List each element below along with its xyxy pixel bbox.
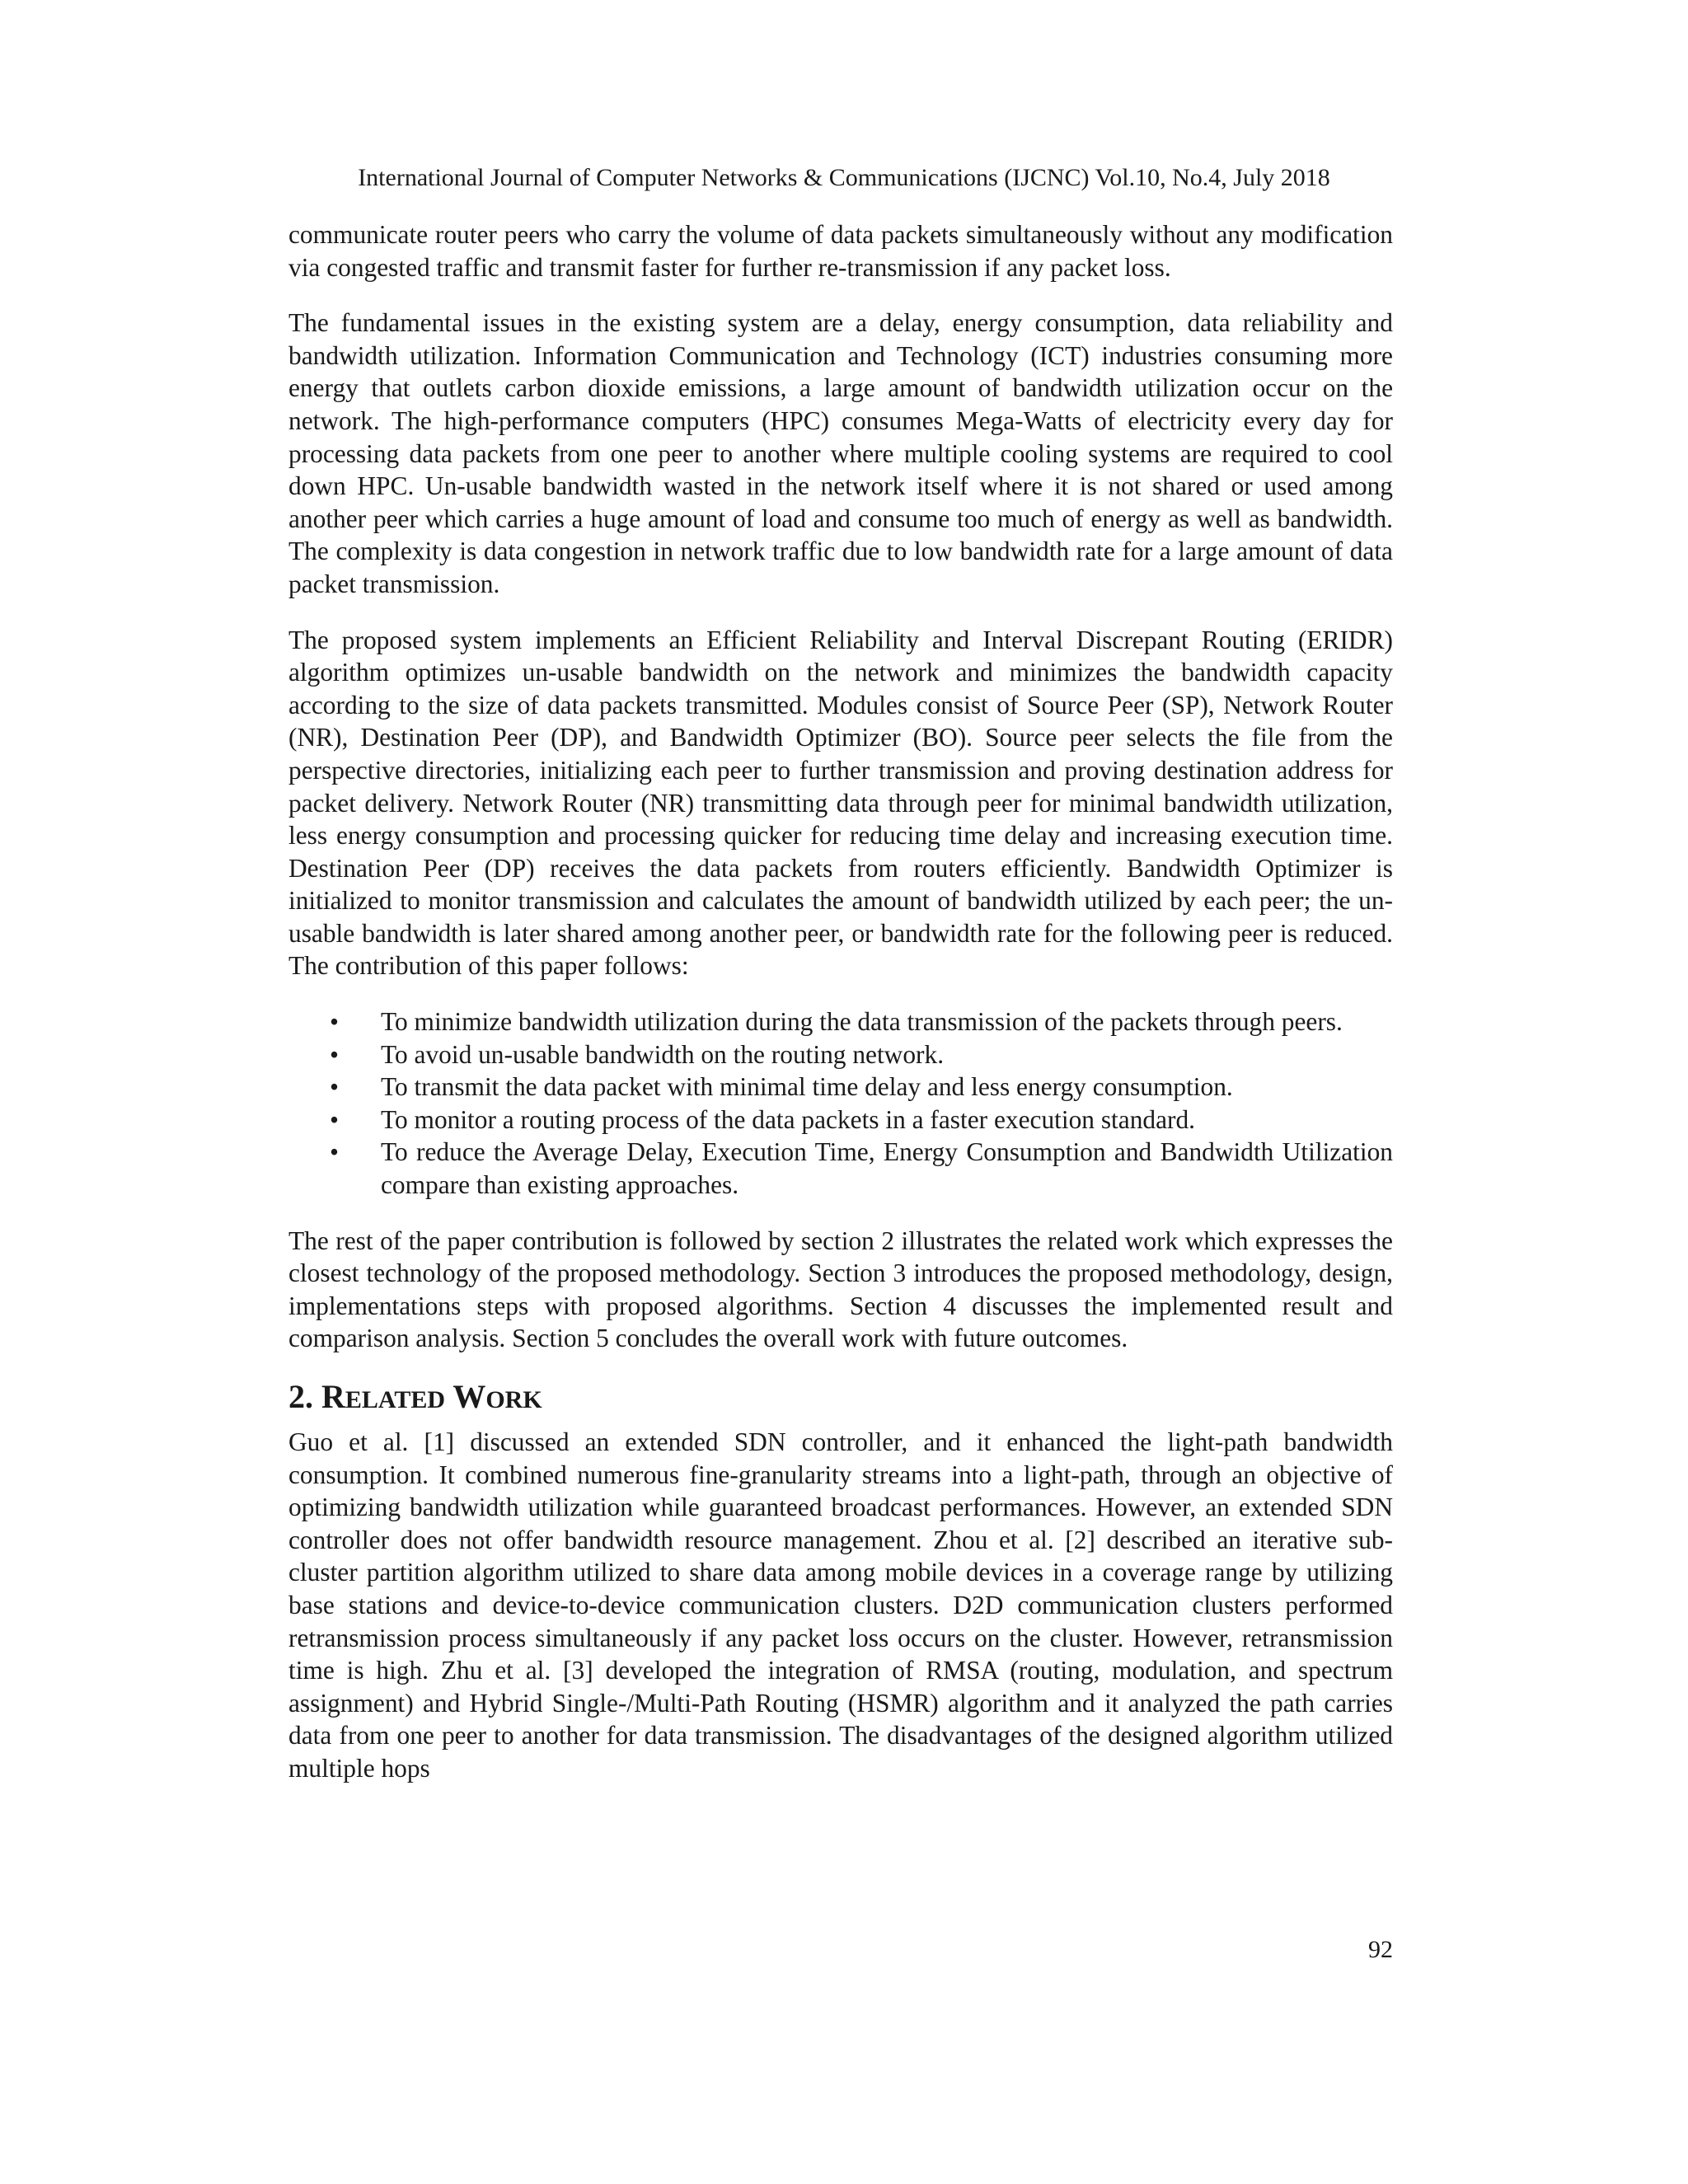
bullet-icon: • [330,1104,339,1134]
list-item [288,1104,1393,1137]
paragraph-related-work: Guo et al. [1] discussed an extended SDN controller, and it enhanced the light-path bandwidth consumption. It combined numerous fine-granularity streams into a light-path, through an objective of optimizing bandwidth utilization while guaranteed broadcast performances. However, an extended SDN controller does not offer bandwidth resource management. Zhou et al. [2] described an iterative sub-cluster partition algorithm utilized to share data among mobile devices in a coverage range by utilizing base stations and device-to-device communication clusters. D2D communication clusters performed retransmission process simultaneously if any packet loss occurs on the cluster. However, retransmission time is high. Zhu et al. [3] developed the integration of RMSA (routing, modulation, and spectrum assignment) and Hybrid Single-/Multi-Path Routing (HSMR) algorithm and it analyzed the path carries data from one peer to another for data transmission. The disadvantages of the designed algorithm utilized multiple hops [288,1427,1393,1783]
list-item [288,1136,1393,1201]
list-item [288,1038,1393,1071]
bullet-icon: • [330,1137,339,1167]
paragraph-paper-outline: The rest of the paper contribution is followed by section 2 illustrates the related work which expresses the closest technology of the proposed methodology. Section 3 introduces the proposed methodology, design, implementations steps with proposed algorithms. Section 4 discusses the implemented result and comparison analysis. Section 5 concludes the overall work with future outcomes. [288,1226,1393,1353]
section-title-rest: ELATED [345,1386,446,1413]
page-content [288,218,1393,1808]
list-item-text: To minimize bandwidth utilization during the data transmission of the packets through peers. [381,1007,1343,1037]
section-number: 2. [288,1378,321,1415]
list-item-text: To reduce the Average Delay, Execution Time, Energy Consumption and Bandwidth Utilization compare than existing approaches. [381,1137,1393,1200]
section-title-initial: W [452,1378,486,1415]
section-title-initial: R [321,1378,345,1415]
list-item-text: To monitor a routing process of the data packets in a faster execution standard. [381,1104,1196,1134]
list-item [288,1071,1393,1104]
paragraph-proposed-system: The proposed system implements an Efficient Reliability and Interval Discrepant Routing (ERIDR) algorithm optimizes un-usable bandwidth on the network and minimizes the bandwidth capacity according to the size of data packets transmitted. Modules consist of Source Peer (SP), Network Router (NR), Destination Peer (DP), and Bandwidth Optimizer (BO). Source peer selects the file from the perspective directories, initializing each peer to further transmission and proving destination address for packet delivery. Network Router (NR) transmitting data through peer for minimal bandwidth utilization, less energy consumption and processing quicker for reducing time delay and increasing execution time. Destination Peer (DP) receives the data packets from routers efficiently. Bandwidth Optimizer is initialized to monitor transmission and calculates the amount of bandwidth utilized by each peer; the un-usable bandwidth is later shared among another peer, or bandwidth rate for the following peer is reduced. The contribution of this paper follows: [288,625,1393,981]
paragraph-fundamental-issues: The fundamental issues in the existing system are a delay, energy consumption, data reliability and bandwidth utilization. Information Communication and Technology (ICT) industries consuming more energy that outlets carbon dioxide emissions, a large amount of bandwidth utilization occur on the network. The high-performance computers (HPC) consumes Mega-Watts of electricity every day for processing data packets from one peer to another where multiple cooling systems are required to cool down HPC. Un-usable bandwidth wasted in the network itself where it is not shared or used among another peer which carries a huge amount of load and consume too much of energy as well as bandwidth. The complexity is data congestion in network traffic due to low bandwidth rate for a large amount of data packet transmission. [288,308,1393,598]
running-header: International Journal of Computer Networks & Communications (IJCNC) Vol.10, No.4, July 2018 [358,164,1330,191]
paragraph-continuation: communicate router peers who carry the volume of data packets simultaneously without any modification via congested traffic and transmit faster for further re-transmission if any packet loss. [288,220,1393,282]
list-item-text: To avoid un-usable bandwidth on the routing network. [381,1039,945,1069]
section-heading [288,1378,1393,1419]
contribution-list [288,1005,1393,1202]
section-title-rest: ORK [485,1386,542,1413]
list-item [288,1005,1393,1038]
bullet-icon: • [330,1007,339,1037]
list-item-text: To transmit the data packet with minimal time delay and less energy consumption. [381,1072,1233,1102]
bullet-icon: • [330,1039,339,1069]
page-number: 92 [1368,1936,1393,1963]
bullet-icon: • [330,1072,339,1102]
